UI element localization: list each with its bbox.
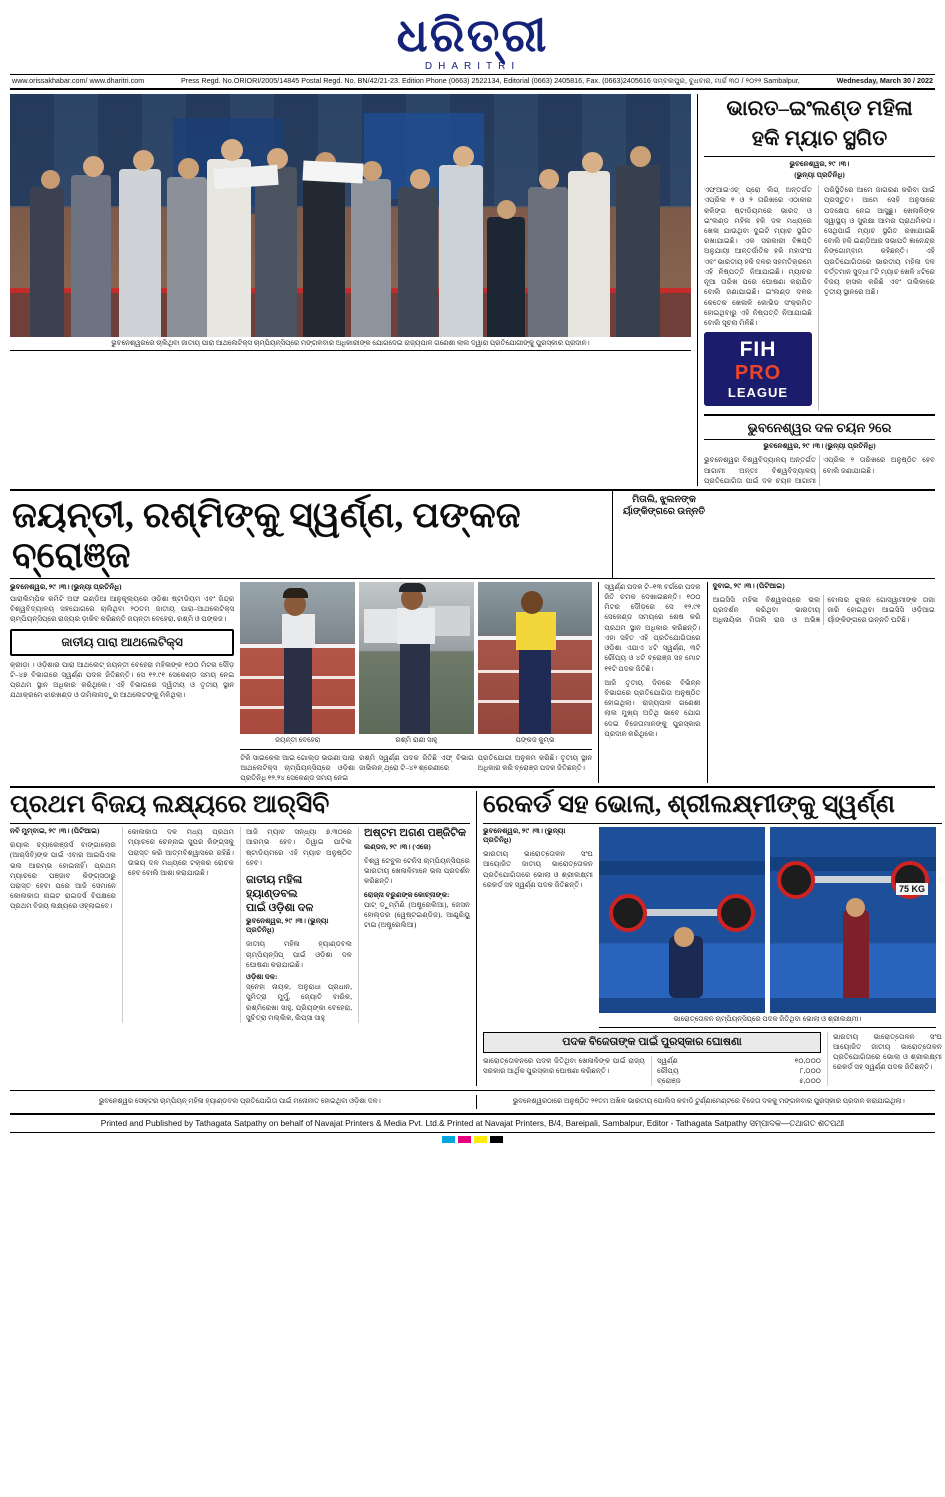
handball-team-head: ଓଡ଼ିଶା ଦଳ:	[246, 972, 278, 981]
jayanti-continued	[598, 582, 700, 784]
prize-medal: ସ୍ୱର୍ଣ୍ଣ	[657, 1056, 678, 1065]
lift-photo-caption: ଭାରୋତ୍ତୋଳନ ଚାମ୍ପିୟନ୍‌ସିପ୍‌ରେ ପଦକ ଜିତିଥିବା ଭୋଲା ଓ ଶ୍ରୀଲକ୍ଷ୍ମୀ।	[599, 1013, 936, 1027]
jayanti-dateline: ଭୁବନେଶ୍ୱର, ୨୯ ।୩। (ଭୁନ୍ୟା ପ୍ରତିନିଧି)	[10, 582, 122, 591]
main-headline: ଜୟନ୍ତୀ, ରଶ୍ମିଙ୍କୁ ସ୍ୱର୍ଣ୍ଣ, ପଙ୍କଜ ବ୍ରୋଞ୍ଜ	[12, 495, 521, 576]
handball-headline-2: ପାଇଁ ଓଡ଼ିଶା ଦଳ	[246, 901, 314, 914]
jayanti-story-text	[10, 582, 234, 784]
jayanti-continued-1: ସ୍ୱର୍ଣ୍ଣ ପଦକ ଟି–୧୩ ବର୍ଗରେ ପଦକ ଜିତି ଚମକ ଦେଖାଇଛନ୍ତି। ୧୦୦ ମିଟର ଦୌଡ଼ରେ ସେ ୧୨.୯୧ ସେକେଣ୍ଡ ସମୟରେ ଶେଷ କରି ପ୍ରଥମ ସ୍ଥାନ ଅଧିକାର କରିଛନ୍ତି। ଏହା ସହିତ ଏହି ପ୍ରତିଯୋଗିତାରେ ଓଡ଼ିଶା ଏଯାଏ ୪ଟି ସ୍ୱର୍ଣ୍ଣ, ୩ଟି ରୌପ୍ୟ ଓ ୪ଟି ବ୍ରୋଞ୍ଜ ସହ ମୋଟ ୧୧ଟି ପଦକ ଜିତିଛି।	[604, 582, 701, 673]
hockey-dateline-source: (ଭୁନ୍ୟା ପ୍ରତିନିଧି)	[794, 171, 845, 180]
hockey-headline-line2: ହକି ମ୍ୟାଚ ସ୍ଥଗିତ	[704, 126, 935, 158]
athlete-caption-1: ଟିକି ସାଇକେଲ ଆଇ ଗୋଲ୍‌ଡ ଭଉଣୀ ପାରା ଆଥଲେଟିକ୍‌ସ ଚାମ୍ପିୟନ୍‌ସିପ୍‌ରେ ଓଡ଼ିଶା ପ୍ରତିନିଧି ୧୨.୨୪ ସେକେଣ୍ଡ ସମୟ ନେଇ	[240, 753, 355, 783]
prize-row	[657, 1076, 821, 1086]
athlete-name: ପଙ୍କଜ କୁମ୍ଭ	[515, 735, 555, 744]
handball-headline-1: ଜାତୀୟ ମହିଳା ହ୍ୟାଣ୍ଡବଲ	[246, 874, 303, 900]
bottom-photo-section	[10, 1090, 935, 1108]
masthead-logo-odia: ଧରିତ୍ରୀ	[396, 10, 549, 61]
jayanti-after-box: କ୍ରୀଡ଼ା । ଓଡ଼ିଶାର ପାରା ଆଥଲେଟ୍ ଜୟନ୍ତୀ ବେହେରା ମହିଳାଙ୍କ ୧୦୦ ମିଟର ଦୌଡ଼ ଟି–୪୭ ବିଭାଗରେ ସ୍ୱର୍ଣ୍ଣ ପଦକ ଜିତିଛନ୍ତି। ସେ ୧୨.୯୧ ସେକେଣ୍ଡ ସମୟ ନେଇ ପ୍ରଥମ ସ୍ଥାନ ଅଧିକାର କରିଥିଲେ। ଏହି ବିଭାଗରେ ଦ୍ୱିତୀୟ ଓ ତୃତୀୟ ସ୍ଥାନ ଯଥାକ୍ରମେ ଝାରଖଣ୍ଡ ଓ ତାମିଲନାଡ଼ୁର ଆଥଲେଟଙ୍କୁ ମିଳିଥିଲା।	[10, 660, 235, 700]
prize-medal: ରୌପ୍ୟ	[657, 1066, 679, 1075]
athlete-card	[359, 582, 474, 747]
weightlifting-dateline: ଭୁବନେଶ୍ୱର, ୨୯ ।୩। (ଭୁନ୍ୟା ପ୍ରତିନିଧି)	[483, 827, 566, 845]
prize-medal: ବ୍ରୋଞ୍ଜ	[657, 1077, 681, 1086]
tt-body: ବିଶ୍ୱ ଟେବୁଲ ଟେନିସ ଚାମ୍ପିୟନ୍‌ସିପ୍‌ରେ ଭାରତୀୟ ଖେଳାଳିମାନେ ଭଲ ପ୍ରଦର୍ଶନ କରିଛନ୍ତି।	[364, 856, 470, 886]
handball-team-photo-block	[10, 1095, 470, 1108]
masthead-logo-latin: DHARITRI	[424, 61, 521, 73]
athlete-card	[240, 582, 355, 747]
handball-team-list: ସ୍ନେହା ନାୟକ, ଅନୁରାଧା ପ୍ରଧାନ, ସୁମିତ୍ରା ମୁର୍ମୁ, ଜ୍ୟୋତି ବାରିକ, ରଶ୍ମିରେଖା ସାହୁ, ପ୍ରିୟଙ୍କା ବେହେରା, ସୁଚିତ୍ରା ମଲ୍ଲିକ, ଲିପ୍ସା ସାହୁ	[246, 983, 352, 1022]
weightlifting-body: ଭାରତୀୟ ଭାରୋତ୍ତୋଳନ ସଂଘ ଆୟୋଜିତ ଜାତୀୟ ଭାରୋତ୍ତୋଳନ ପ୍ରତିଯୋଗିତାରେ ଭୋଲା ଓ ଶ୍ରୀଲକ୍ଷ୍ମୀ ରେକର୍ଡ ସହ ସ୍ୱର୍ଣ୍ଣ ପଦକ ଜିତିଛନ୍ତି।	[483, 850, 593, 889]
publication-date: Wednesday, March 30 / 2022	[836, 76, 933, 86]
mitali-dateline: ଦୁବାଇ, ୨୯ ।୩। (ପିଟିଆଇ)	[712, 581, 785, 590]
website-url[interactable]: www.orissakhabar.com/ www.dharitri.com	[12, 76, 145, 86]
athlete-photo-jayanti	[240, 582, 355, 734]
athlete-name: ରଶ୍ମି ରାଣୀ ସାହୁ	[395, 735, 438, 744]
rcb-body-col2: କୋଲକାତା ଦଳ ମଧ୍ୟ ପ୍ରଥମ ମ୍ୟାଚରେ ଚେନ୍ନାଇ ସୁପର କିଙ୍ଗ୍‌ସକୁ ପରାସ୍ତ କରି ଆତ୍ମବିଶ୍ୱାସରେ ରହିଛି। ଉଭୟ ଦଳ ମଧ୍ୟରେ ଟକ୍କର ରୋଚକ ହେବ ବୋଲି ଆଶା କରାଯାଉଛି।	[128, 828, 234, 878]
kabaddi-photo-block	[477, 1095, 936, 1108]
pro-text: PRO	[734, 362, 782, 385]
masthead	[10, 6, 935, 74]
athlete-caption-3: ପ୍ରତିଯୋଗୀ ଅନୁକମ କରିଛି। ତୃତୀୟ ସ୍ଥାନ ଅଧିକାର କରି ବ୍ରୋଞ୍ଜ ପଦକ ଜିତିଛନ୍ତି।	[477, 753, 593, 772]
prize-announcement-head: ପଦକ ବିଜେତାଙ୍କ ପାଇଁ ପୁରସ୍କାର ଘୋଷଣା	[483, 1032, 821, 1053]
bhubaneswar-team-dateline: ଭୁବନେଶ୍ୱର, ୨୯ ।୩। (ଭୁନ୍ୟା ପ୍ରତିନିଧି)	[763, 442, 876, 451]
handball-dateline: ଭୁବନେଶ୍ୱର, ୨୯ ।୩। (ଭୁନ୍ୟା ପ୍ରତିନିଧି)	[246, 917, 329, 935]
prize-amount: ୮,୦୦୦	[799, 1066, 821, 1075]
prize-row	[657, 1066, 821, 1076]
lead-photo-caption: ଭୁବନେଶ୍ୱରରେ ଚାଲିଥିବା ଜାତୀୟ ପାରା ଆଥଲେଟିକ୍ସ ଚାମ୍ପିୟନ୍‌ସିପ୍‌ରେ ମଙ୍ଗଳବାର ଅଧିକାରୀଙ୍କ ଯୋଗଦେଇ ରାଜ୍ୟପାଳ ଗଣେଶୀ ଲାଲ ଦ୍ୱାରା ପ୍ରତିଯୋଗୀଙ୍କୁ ପୁରସ୍କାର ପ୍ରଦାନ।	[10, 337, 691, 351]
weightlifting-headline: ରେକର୍ଡ ସହ ଭୋଲା, ଶ୍ରୀଲକ୍ଷ୍ମୀଙ୍କୁ ସ୍ୱର୍ଣ୍ଣ	[483, 791, 895, 819]
tt-headline: ଅଷ୍ଟମ ଅଗଣ ପଞ୍ଜିଟିକ	[364, 827, 467, 840]
jayanti-intro: ପାରାଲିମ୍ପିକ କମିଟି ଅଫ ଇଣ୍ଡିଆ ଆନୁକୂଲ୍ୟରେ ଓଡ଼ିଶା ଷ୍ଟାଡିୟମ ଏବଂ ଜିନ୍ଦ୍ର ବିଶ୍ୱବିଦ୍ୟାଳୟ ସହଯୋଗରେ ଚାଲିଥିବା ୨୦ତମ ଜାତୀୟ ପାରା–ଆଥଲେଟିକ୍ସ ଚାମ୍ପିୟନ୍‌ସିପ୍‌ରେ ରାଜ୍ୟର ଡ଼ାକିବ କରିଛନ୍ତି ଜୟନ୍ତୀ ବେହେରା, ରଶ୍ମି ଓ ପଙ୍କଜ।	[10, 594, 235, 624]
cmyk-cyan	[442, 1136, 455, 1143]
rcb-body-col1: ରୟାଲ ଚ୍ୟାଲେଞ୍ଜର୍ସ ବାଙ୍ଗାଲୋର (ଆର୍‌ସିବି)ଙ୍କ ପାଇଁ ଏବାର ଆଇପିଏଲ ଭଲ ଆରମ୍ଭ ହୋଇନାହିଁ। ପ୍ରଥମ ମ୍ୟାଚରେ ପଞ୍ଜାବ କିଙ୍ଗ୍‌ସଠାରୁ ପରାସ୍ତ ହେବା ପରେ ଆଜି ସେମାନେ କୋଲକାତା ନାଇଟ ରାଇଡର୍ସ ବିପକ୍ଷରେ ପ୍ରଥମ ବିଜୟ ଲକ୍ଷ୍ୟରେ ଓହ୍ଲାଇବେ।	[10, 841, 116, 911]
hockey-story-block	[697, 94, 935, 486]
athlete-card	[478, 582, 593, 747]
bhubaneswar-team-body: ଭୁବନେଶ୍ୱର ବିଶ୍ୱବିଦ୍ୟାଳୟ ଅନ୍ତର୍ଗତ ଆଗାମୀ ଅନ୍ତଃ ବିଶ୍ୱବିଦ୍ୟାଳୟ ପ୍ରତିଯୋଗିତା ପାଇଁ ଦଳ ଚୟନ ଆଗାମୀ ଏପ୍ରିଲ ୨ ତାରିଖରେ ଅନୁଷ୍ଠିତ ହେବ ବୋଲି ଜଣାଯାଇଛି।	[704, 456, 935, 485]
hockey-body-col2: ପରିସ୍ଥିତିରେ ଆମେ ଜାଗରଣ କରିବା ପାଇଁ ପ୍ରସ୍ତୁତ। ଆମେ ସେହି ଅନୁସାରେ ପଦକ୍ଷେପ ନେଇ ଆସୁଛୁ। ଖେଳାଳିଙ୍କ ସ୍ୱାସ୍ଥ୍ୟ ଓ ସୁରକ୍ଷା ଆମର ପ୍ରାଥମିକତା। ସେଥିପାଇଁ ମ୍ୟାଚ ସ୍ଥଗିତ ରଖାଯାଇଛି ବୋଲି ହକି ଇଣ୍ଡିଆର ସଭାପତି ଜ୍ଞାନେନ୍ଦ୍ର ନିଙ୍ଗୋମ୍ବାମ କହିଛନ୍ତି। ଏହି ପ୍ରତିଯୋଗିତାରେ ଭାରତୀୟ ମହିଳା ଦଳ ବର୍ତ୍ତମାନ ସୁଦ୍ଧା ୮ଟି ମ୍ୟାଚ ଖେଳି ୪ଟିରେ ବିଜୟ ହାସଲ କରିଛି ଏବଂ ତାଲିକାରେ ତୃତୀୟ ସ୍ଥାନରେ ଅଛି।	[824, 186, 935, 297]
mitali-body: ଆଇସିସି ମହିଳା ବିଶ୍ୱକପ୍‌ରେ ଭଲ ପ୍ରଦର୍ଶନ କରିଥିବା ଭାରତୀୟ ଅଧିନାୟିକା ମିତାଲି ରାଜ ଓ ଅଭିଜ୍ଞ ବୋଲର ଝୁଲନ ଗୋସ୍ୱାମୀଙ୍କ ତାଜା ଜାରି ହୋଇଥିବା ଆଇସିସି ଓଡ଼ିଆଇ ର୍ୟାଙ୍କିଙ୍ଗରେ ଉନ୍ନତି ଘଟିଛି।	[712, 595, 936, 625]
lift-photo-1	[599, 827, 765, 1013]
info-bar	[10, 74, 935, 90]
handball-body: ଜାତୀୟ ମହିଳା ହ୍ୟାଣ୍ଡବଲ ଚାମ୍ପିୟନ୍‌ସିପ୍ ପାଇଁ ଓଡ଼ିଶା ଦଳ ଘୋଷଣା କରାଯାଇଛି।	[246, 940, 352, 969]
para-athletics-box-head: ଜାତୀୟ ପାରା ଆଥଲେଟିକ୍ସ	[10, 629, 234, 656]
hockey-dateline: ଭୁବନେଶ୍ୱର, ୨୯ ।୩।	[789, 160, 850, 169]
athlete-photo-rashmi	[359, 582, 474, 734]
hockey-headline-line1: ଭାରତ–ଇଂଲଣ୍ଡ ମହିଳା	[726, 95, 913, 120]
athlete-photos-block	[240, 582, 592, 784]
mitali-headline-1: ମିତାଲି, ଝୁଲନଙ୍କ	[632, 495, 696, 506]
jayanti-continued-2: ଆଜି ତୃତୀୟ ଦିନରେ ବିଭିନ୍ନ ବିଭାଗରେ ପ୍ରତିଯୋଗିତା ଅନୁଷ୍ଠିତ ହୋଇଥିଲା। ରାଜ୍ୟପାଳ ଗଣେଶୀ ଲାଲ ମୁଖ୍ୟ ଅତିଥି ଭାବେ ଯୋଗ ଦେଇ ବିଜେତାମାନଙ୍କୁ ପୁରସ୍କାର ପ୍ରଦାନ କରିଥିଲେ।	[604, 678, 701, 738]
mitali-story-block	[707, 582, 935, 784]
prize-row	[657, 1056, 821, 1066]
footer-imprint: Printed and Published by Tathagata Satpathy on behalf of Navajat Printers & Media Pvt. Ltd.& Printed at Navajat Printers, B/4, Bareipali, Sambalpur, Editor - Tathagata Satpathy ସମ୍ପାଦକ—ତଥାଗତ ଶତପଥୀ	[10, 1113, 935, 1133]
fih-pro-league-logo	[704, 332, 812, 406]
tt-sub-head: ରୋଜ୍‌ନା ବରୁଣଙ୍କ କୋଚ୍‌ନାଙ୍କ:	[364, 890, 450, 899]
cmyk-black	[490, 1136, 503, 1143]
cmyk-registration-bars	[10, 1133, 935, 1143]
cmyk-magenta	[458, 1136, 471, 1143]
registration-info: Press Regd. No.ORIORI/2005/14845 Postal Regd. No. BN/42/21-23. Edition Phone (0663) 2522134, Editorial (0663) 2405816, Fax. (0663)2405616 ସମ୍ବଲପୁର, ବୁଧବାର, ମାର୍ଚ୍ଚ ୩୦ / ୨୦୨୨ Sambalpur,	[181, 76, 800, 86]
rcb-headline: ପ୍ରଥମ ବିଜୟ ଲକ୍ଷ୍ୟରେ ଆର୍‌ସିବି	[10, 791, 330, 819]
banner-headline-row	[10, 489, 935, 579]
weightlifting-extra-body: ଭାରତୀୟ ଭାରୋତ୍ତୋଳନ ସଂଘ ଆୟୋଜିତ ଜାତୀୟ ଭାରୋତ୍ତୋଳନ ପ୍ରତିଯୋଗିତାରେ ଭୋଲା ଓ ଶ୍ରୀଲକ୍ଷ୍ମୀ ରେକର୍ଡ ସହ ସ୍ୱର୍ଣ୍ଣ ପଦକ ଜିତିଛନ୍ତି।	[833, 1032, 942, 1072]
hockey-body-col1: ଏଫ୍‌ଆଇଏଚ୍‌ ପ୍ରୋ ଲିଗ୍‌ ଅନ୍ତର୍ଗତ ଏପ୍ରିଲ ୧ ଓ ୨ ତାରିଖରେ ଏଠାକାର କଳିଙ୍ଗ ଷ୍ଟାଡିୟମରେ ଭାରତ ଓ ଇଂଲଣ୍ଡ ମହିଳା ହକି ଦଳ ମଧ୍ୟରେ ଖେଳା ଯାଉଥିବା ଦୁଇଟି ମ୍ୟାଚ ସ୍ଥଗିତ ରଖାଯାଇଛି। ଏକ ସରକାରୀ ବିଜ୍ଞପ୍ତି ଅନୁଯାୟୀ ଆନ୍ତର୍ଜାତିକ ହକି ମହାସଂଘ ଏବଂ ଭାରତୀୟ ହକି ଦଳର ସହମତିକ୍ରମେ ଏହି ନିଷ୍ପତ୍ତି ନିଆଯାଇଛି। ମ୍ୟାଚର ନୂଆ ତାରିଖ ପରେ ଘୋଷଣା କରାଯିବ ବୋଲି ଜଣାଯାଇଛି। ଇଂଲଣ୍ଡ ଦଳର କେତେକ ଖେଳାଳି କୋଭିଡ ସଂକ୍ରମିତ ହୋଇଥିବାରୁ ଏହି ନିଷ୍ପତ୍ତି ନିଆଯାଇଛି ବୋଲି ସୂଚନା ମିଳିଛି।	[704, 186, 812, 327]
rcb-dateline: ନବି ମୁମ୍ବାଇ, ୨୯ ।୩। (ପିଟିଆଇ)	[10, 827, 100, 836]
lead-photo	[10, 94, 691, 337]
tt-dateline: ଲଣ୍ଡନ, ୨୯ ।୩। (ଏଜେ)	[364, 842, 431, 851]
rcb-body-col3: ଆଜି ମ୍ୟାଚ ସନ୍ଧ୍ୟା ୭.୩୦ରେ ଆରମ୍ଭ ହେବ। ଡିୱାଇ ପାଟିଲ ଷ୍ଟାଡିୟମରେ ଏହି ମ୍ୟାଚ ଅନୁଷ୍ଠିତ ହେବ।	[246, 828, 352, 867]
lift-photo-2: 75 KG	[770, 827, 936, 1013]
athlete-photo-pankaj	[478, 582, 593, 734]
league-text: LEAGUE	[727, 385, 789, 401]
top-section	[10, 94, 935, 486]
prize-body: ଭାରୋତ୍ତୋଳନରେ ପଦକ ଜିତିଥିବା ଖେଳାଳିଙ୍କ ପାଇଁ ରାଜ୍ୟ ସରକାର ଆର୍ଥିକ ପୁରସ୍କାର ଘୋଷଣା କରିଛନ୍ତି।	[483, 1056, 645, 1075]
prize-amount: ୫,୦୦୦	[799, 1077, 821, 1086]
mitali-headline-2: ର୍ୟାଙ୍କିଙ୍ଗରେ ଉନ୍ନତି	[622, 507, 706, 517]
athlete-name: ଜୟନ୍ତୀ ବେହେରା	[275, 735, 321, 744]
tt-sub-body: ପାଟ୍ ଡ଼ୁମ୍ମିଣି (ଅଷ୍ଟ୍ରେଲିଆ), ଜେସନ ହୋଲ୍ଡର (ୱେଷ୍ଟଇଣ୍ଡିଜ), ଆଣ୍ଡ୍ରିୟୁ ଟାଇ (ଅଷ୍ଟ୍ରେଲିଆ)	[364, 900, 470, 930]
kabaddi-photo-caption: ଭୁବନେଶ୍ୱରଠାରେ ଅନୁଷ୍ଠିତ ୨୧ତମ ଅଖିଳ ଭାରତୀୟ ପୋଲିସ କବାଡି ଟୁର୍ଣ୍ଣାମେଣ୍ଟରେ ବିଜେତା ଦଳକୁ ମଙ୍ଗଳବାର ପୁରସ୍କାର ପ୍ରଦାନ କରାଯାଇଥିଲା।	[512, 1097, 905, 1106]
athlete-caption-2: ରଶ୍ମି ସ୍ୱର୍ଣ୍ଣ ପଦକ ଜିତିଛି ଏଫ୍‌ ବିଭାଗ ଜାଭିଲନ୍ ଥ୍ରୋ ଟି–୪୨ ଶ୍ରେଣୀରେ	[359, 753, 474, 772]
fih-text: FIH	[739, 338, 777, 362]
bhubaneswar-team-headline: ଭୁବନେଶ୍ୱର ଦଳ ଚୟନ ୨ରେ	[704, 414, 935, 440]
rcb-story-block	[10, 791, 470, 1086]
lead-story-block	[10, 94, 691, 486]
mid-section	[10, 582, 935, 784]
cmyk-yellow	[474, 1136, 487, 1143]
handball-photo-caption: ଭୁବନେଶ୍ୱର ସେକ୍ଟର ଚାମ୍ପିୟନ୍ ମହିଳା ହ୍ୟାଣ୍ଡବଲ ପ୍ରତିଯୋଗିତା ପାଇଁ ମନୋନୀତ ହୋଇଥିବା ଓଡ଼ିଶା ଦଳ।	[98, 1097, 381, 1106]
section-three	[10, 786, 942, 1086]
weightlifting-story-block	[476, 791, 942, 1086]
prize-amount: ୧୦,୦୦୦	[794, 1056, 821, 1065]
